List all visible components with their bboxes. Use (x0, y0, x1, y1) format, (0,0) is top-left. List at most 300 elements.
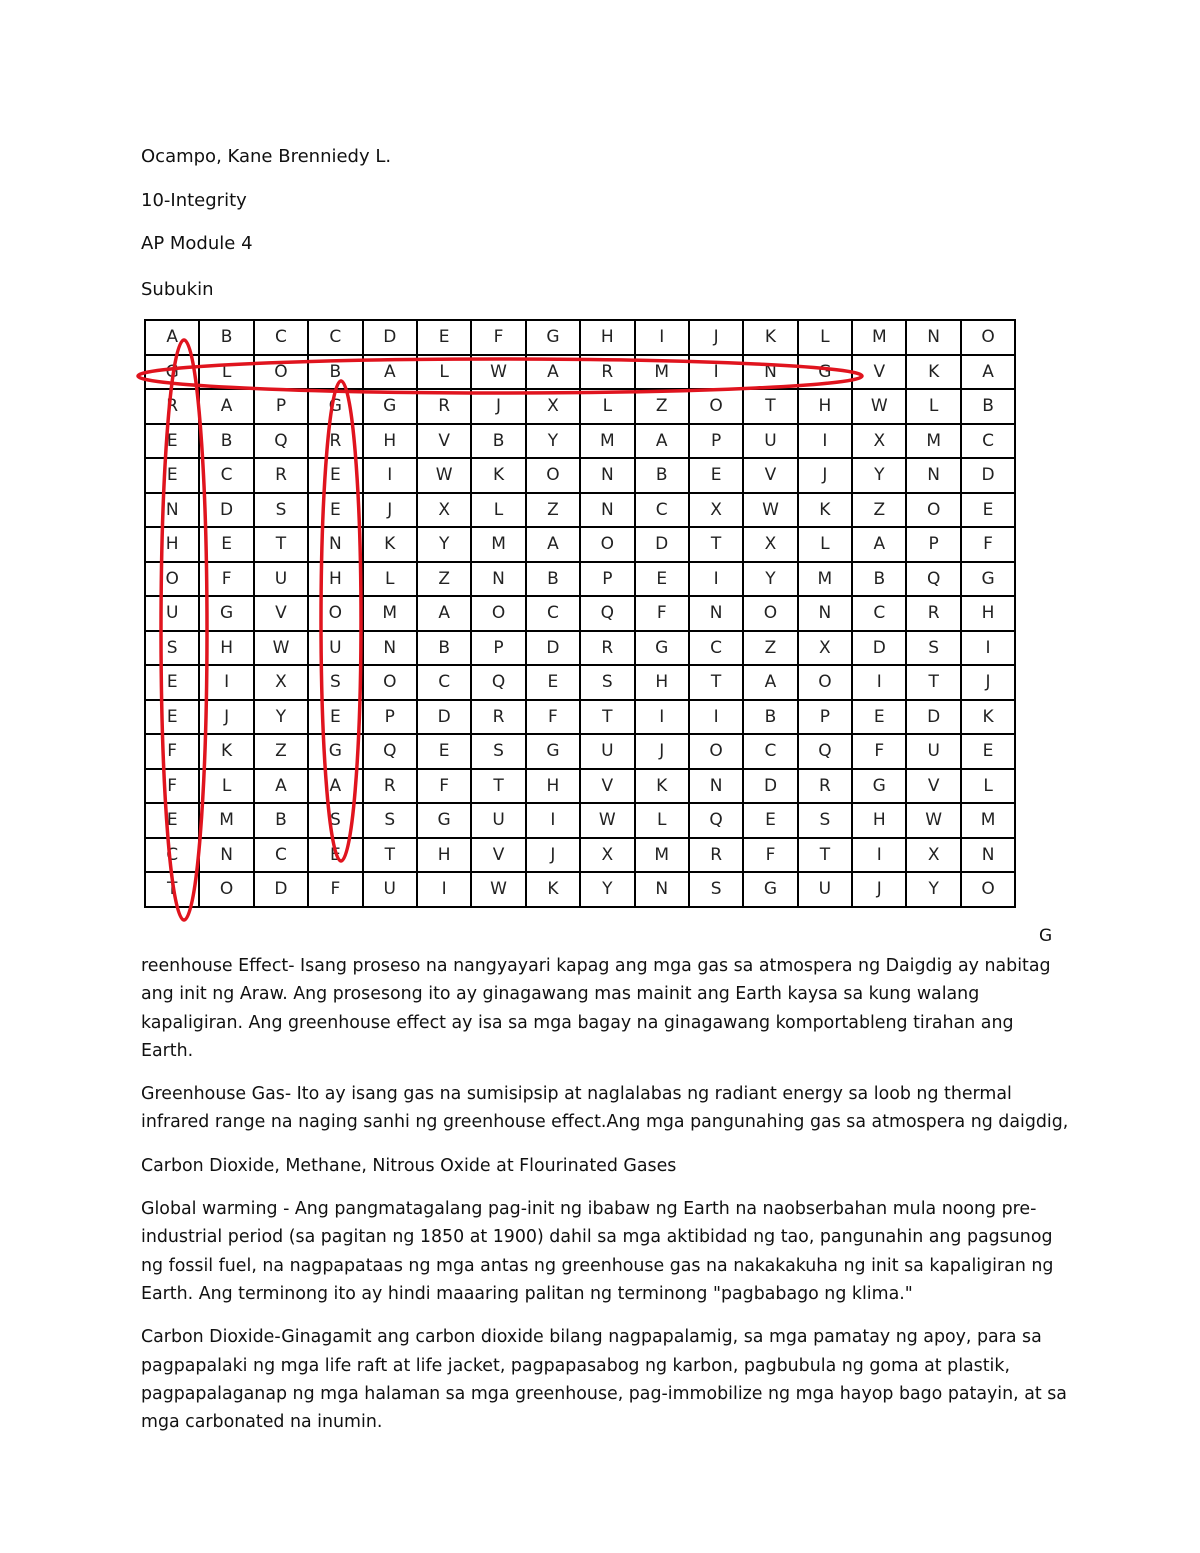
grid-cell: N (308, 527, 362, 562)
grid-cell: H (199, 631, 253, 666)
grid-cell: G (635, 631, 689, 666)
grid-row (145, 562, 1015, 597)
grid-cell: N (580, 458, 634, 493)
grid-cell: I (526, 803, 580, 838)
grid-cell: M (363, 596, 417, 631)
grid-cell: S (145, 631, 199, 666)
grid-cell: M (199, 803, 253, 838)
part-label: Subukin (141, 279, 214, 300)
grid-cell: N (743, 355, 797, 390)
grid-cell: B (743, 700, 797, 735)
grid-cell: L (798, 320, 852, 355)
grid-cell: I (363, 458, 417, 493)
grid-cell: I (689, 355, 743, 390)
grid-cell: L (798, 527, 852, 562)
grid-row (145, 527, 1015, 562)
grid-cell: S (580, 665, 634, 700)
grid-cell: I (199, 665, 253, 700)
grid-cell: N (906, 320, 960, 355)
grid-cell: J (635, 734, 689, 769)
grid-cell: O (798, 665, 852, 700)
grid-cell: E (308, 458, 362, 493)
grid-cell: Q (580, 596, 634, 631)
grid-cell: Q (689, 803, 743, 838)
grid-cell: Y (906, 872, 960, 907)
grid-cell: X (526, 389, 580, 424)
grid-cell: M (635, 355, 689, 390)
grid-cell: G (308, 389, 362, 424)
grid-cell: E (961, 493, 1015, 528)
grid-cell: E (199, 527, 253, 562)
grid-cell: R (417, 389, 471, 424)
grid-cell: H (852, 803, 906, 838)
grid-cell: O (308, 596, 362, 631)
grid-cell: E (961, 734, 1015, 769)
grid-cell: N (145, 493, 199, 528)
grid-cell: D (635, 527, 689, 562)
grid-cell: R (689, 838, 743, 873)
grid-cell: U (906, 734, 960, 769)
grid-cell: S (689, 872, 743, 907)
grid-cell: C (254, 838, 308, 873)
grid-cell: H (145, 527, 199, 562)
grid-cell: F (743, 838, 797, 873)
grid-cell: V (743, 458, 797, 493)
grid-cell: Z (417, 562, 471, 597)
grid-cell: R (254, 458, 308, 493)
grid-cell: C (635, 493, 689, 528)
section-label: 10-Integrity (141, 190, 247, 211)
grid-cell: M (852, 320, 906, 355)
grid-cell: L (471, 493, 525, 528)
grid-cell: W (580, 803, 634, 838)
grid-cell: J (852, 872, 906, 907)
grid-row (145, 769, 1015, 804)
grid-cell: G (526, 734, 580, 769)
grid-cell: K (798, 493, 852, 528)
grid-row (145, 355, 1015, 390)
grid-row (145, 458, 1015, 493)
grid-cell: H (417, 838, 471, 873)
grid-cell: V (254, 596, 308, 631)
grid-cell: F (471, 320, 525, 355)
grid-cell: E (635, 562, 689, 597)
grid-cell: F (308, 872, 362, 907)
grid-cell: E (145, 665, 199, 700)
grid-cell: L (635, 803, 689, 838)
grid-cell: N (363, 631, 417, 666)
grid-cell: U (363, 872, 417, 907)
grid-row (145, 320, 1015, 355)
grid-cell: Y (580, 872, 634, 907)
grid-cell: T (743, 389, 797, 424)
grid-cell: P (580, 562, 634, 597)
grid-cell: O (906, 493, 960, 528)
grid-cell: L (961, 769, 1015, 804)
grid-cell: O (471, 596, 525, 631)
grid-cell: X (417, 493, 471, 528)
grid-cell: H (798, 389, 852, 424)
grid-cell: O (689, 734, 743, 769)
grid-cell: P (471, 631, 525, 666)
grid-cell: A (199, 389, 253, 424)
grid-cell: S (906, 631, 960, 666)
grid-row (145, 389, 1015, 424)
grid-cell: C (961, 424, 1015, 459)
grid-cell: K (363, 527, 417, 562)
grid-cell: X (254, 665, 308, 700)
grid-cell: G (961, 562, 1015, 597)
grid-row (145, 424, 1015, 459)
grid-cell: R (471, 700, 525, 735)
grid-cell: M (635, 838, 689, 873)
grid-cell: T (689, 665, 743, 700)
grid-cell: W (417, 458, 471, 493)
grid-row (145, 493, 1015, 528)
grid-cell: N (906, 458, 960, 493)
grid-cell: Q (906, 562, 960, 597)
grid-cell: J (199, 700, 253, 735)
student-name: Ocampo, Kane Brenniedy L. (141, 146, 392, 167)
grid-cell: E (689, 458, 743, 493)
grid-cell: C (526, 596, 580, 631)
grid-cell: F (526, 700, 580, 735)
grid-cell: B (961, 389, 1015, 424)
grid-cell: O (254, 355, 308, 390)
grid-cell: R (580, 631, 634, 666)
grid-cell: A (145, 320, 199, 355)
grid-cell: I (689, 700, 743, 735)
grid-cell: A (635, 424, 689, 459)
grid-cell: G (308, 734, 362, 769)
grid-cell: U (308, 631, 362, 666)
grid-cell: C (308, 320, 362, 355)
grid-cell: X (798, 631, 852, 666)
grid-cell: X (906, 838, 960, 873)
grid-cell: I (635, 700, 689, 735)
grid-cell: I (689, 562, 743, 597)
grid-cell: L (199, 355, 253, 390)
grid-cell: N (580, 493, 634, 528)
grid-cell: D (526, 631, 580, 666)
grid-cell: O (689, 389, 743, 424)
grid-cell: W (254, 631, 308, 666)
grid-cell: P (363, 700, 417, 735)
answer-text (141, 952, 1071, 1451)
paragraph-carbon-dioxide: Carbon Dioxide-Ginagamit ang carbon dioxide bilang nagpapalamig, sa mga pamatay ng apoy, para sa pagpapalaki ng mga life raft at life jacket, pagpapasabog ng karbon, pagbubula ng goma at plastik, pagpapalaganap ng mga halaman sa mga greenhouse, pag-immobilize ng mga hayop bago patayin, at sa mga carbonated na inumin. (141, 1327, 1067, 1433)
grid-cell: S (363, 803, 417, 838)
grid-cell: I (852, 838, 906, 873)
grid-cell: F (961, 527, 1015, 562)
grid-cell: N (798, 596, 852, 631)
grid-cell: K (635, 769, 689, 804)
grid-cell: K (743, 320, 797, 355)
grid-cell: U (580, 734, 634, 769)
grid-cell: E (743, 803, 797, 838)
grid-cell: W (471, 872, 525, 907)
grid-row (145, 803, 1015, 838)
paragraph-greenhouse-effect: reenhouse Effect- Isang proseso na nangyayari kapag ang mga gas sa atmospera ng Daigdig ay nabitag ang init ng Araw. Ang prosesong ito ay ginagawang mas mainit ang Earth kaysa sa kung walang kapaligiran. Ang greenhouse effect ay isa sa mga bagay na ginagawang komportableng tirahan ang Earth. (141, 956, 1051, 1061)
grid-cell: D (363, 320, 417, 355)
grid-cell: M (961, 803, 1015, 838)
module-title: AP Module 4 (141, 233, 253, 254)
grid-cell: E (308, 838, 362, 873)
grid-cell: R (906, 596, 960, 631)
grid-cell: S (308, 803, 362, 838)
grid-cell: R (145, 389, 199, 424)
grid-cell: E (145, 700, 199, 735)
grid-cell: T (798, 838, 852, 873)
grid-row (145, 872, 1015, 907)
grid-cell: E (526, 665, 580, 700)
grid-cell: Z (526, 493, 580, 528)
grid-cell: C (689, 631, 743, 666)
grid-cell: O (961, 872, 1015, 907)
grid-cell: X (689, 493, 743, 528)
grid-cell: A (254, 769, 308, 804)
paragraph-greenhouse-gas: Greenhouse Gas- Ito ay isang gas na sumisipsip at naglalabas ng radiant energy sa loob ng thermal infrared range na naging sanhi ng greenhouse effect.Ang mga pangunahing gas sa atmospera ng daigdig, (141, 1084, 1069, 1133)
grid-cell: B (852, 562, 906, 597)
grid-cell: H (580, 320, 634, 355)
grid-cell: U (798, 872, 852, 907)
grid-cell: F (852, 734, 906, 769)
grid-cell: U (471, 803, 525, 838)
paragraph-gas-list: Carbon Dioxide, Methane, Nitrous Oxide at Flourinated Gases (141, 1155, 677, 1176)
grid-cell: U (743, 424, 797, 459)
grid-cell: K (199, 734, 253, 769)
grid-cell: C (852, 596, 906, 631)
grid-cell: T (906, 665, 960, 700)
grid-cell: W (906, 803, 960, 838)
grid-cell: K (906, 355, 960, 390)
grid-cell: M (798, 562, 852, 597)
grid-cell: K (526, 872, 580, 907)
grid-cell: C (199, 458, 253, 493)
grid-cell: D (906, 700, 960, 735)
grid-cell: Z (743, 631, 797, 666)
grid-cell: I (852, 665, 906, 700)
grid-cell: G (852, 769, 906, 804)
grid-cell: P (689, 424, 743, 459)
grid-cell: V (471, 838, 525, 873)
grid-cell: T (254, 527, 308, 562)
grid-cell: G (145, 355, 199, 390)
grid-cell: A (308, 769, 362, 804)
grid-cell: D (852, 631, 906, 666)
paragraph-global-warming: Global warming - Ang pangmatagalang pag-init ng ibabaw ng Earth na naobserbahan mula noong pre-industrial period (sa pagitan ng 1850 at 1900) dahil sa mga aktibidad ng tao, pangunahin ang pagsunog ng fossil fuel, na nagpapataas ng mga antas ng greenhouse gas na nakakakuha ng init sa kapaligiran ng Earth. Ang terminong ito ay hindi maaaring palitan ng terminong "pagbabago ng klima." (141, 1199, 1054, 1304)
word-search-puzzle (144, 319, 1016, 908)
grid-row (145, 838, 1015, 873)
grid-cell: A (743, 665, 797, 700)
grid-cell: Q (798, 734, 852, 769)
grid-cell: S (471, 734, 525, 769)
grid-cell: D (254, 872, 308, 907)
grid-cell: Q (471, 665, 525, 700)
grid-cell: G (798, 355, 852, 390)
grid-cell: B (635, 458, 689, 493)
grid-cell: F (145, 769, 199, 804)
grid-cell: I (417, 872, 471, 907)
grid-cell: L (906, 389, 960, 424)
grid-cell: G (363, 389, 417, 424)
grid-cell: A (961, 355, 1015, 390)
grid-cell: K (961, 700, 1015, 735)
grid-cell: S (308, 665, 362, 700)
grid-cell: M (471, 527, 525, 562)
grid-cell: S (254, 493, 308, 528)
grid-cell: P (906, 527, 960, 562)
grid-cell: J (526, 838, 580, 873)
grid-cell: Z (635, 389, 689, 424)
grid-cell: X (580, 838, 634, 873)
grid-cell: N (961, 838, 1015, 873)
grid-cell: O (199, 872, 253, 907)
grid-cell: A (526, 355, 580, 390)
grid-cell: V (417, 424, 471, 459)
grid-cell: Y (743, 562, 797, 597)
grid-cell: T (145, 872, 199, 907)
grid-cell: O (145, 562, 199, 597)
grid-cell: R (798, 769, 852, 804)
grid-cell: L (363, 562, 417, 597)
grid-cell: H (526, 769, 580, 804)
grid-cell: Q (254, 424, 308, 459)
grid-cell: Q (363, 734, 417, 769)
grid-cell: V (852, 355, 906, 390)
grid-cell: A (852, 527, 906, 562)
grid-cell: A (363, 355, 417, 390)
grid-cell: E (417, 734, 471, 769)
grid-cell: J (961, 665, 1015, 700)
grid-cell: Y (526, 424, 580, 459)
grid-cell: Z (254, 734, 308, 769)
grid-cell: G (417, 803, 471, 838)
grid-cell: P (798, 700, 852, 735)
grid-cell: R (580, 355, 634, 390)
grid-cell: E (308, 700, 362, 735)
grid-cell: D (417, 700, 471, 735)
grid-cell: N (199, 838, 253, 873)
grid-cell: B (471, 424, 525, 459)
grid-cell: L (199, 769, 253, 804)
grid-cell: C (254, 320, 308, 355)
grid-cell: E (417, 320, 471, 355)
grid-row (145, 631, 1015, 666)
grid-row (145, 665, 1015, 700)
grid-cell: B (254, 803, 308, 838)
grid-cell: I (798, 424, 852, 459)
grid-cell: N (471, 562, 525, 597)
grid-cell: J (471, 389, 525, 424)
grid-cell: W (852, 389, 906, 424)
grid-cell: E (145, 803, 199, 838)
grid-cell: X (852, 424, 906, 459)
grid-cell: B (308, 355, 362, 390)
grid-cell: Y (852, 458, 906, 493)
grid-cell: O (961, 320, 1015, 355)
grid-cell: I (961, 631, 1015, 666)
grid-cell: K (471, 458, 525, 493)
grid-cell: Y (254, 700, 308, 735)
grid-cell: T (689, 527, 743, 562)
grid-row (145, 734, 1015, 769)
grid-cell: M (906, 424, 960, 459)
grid-cell: F (199, 562, 253, 597)
grid-cell: H (635, 665, 689, 700)
grid-cell: S (798, 803, 852, 838)
grid-cell: V (906, 769, 960, 804)
grid-cell: E (145, 424, 199, 459)
grid-cell: F (145, 734, 199, 769)
grid-row (145, 700, 1015, 735)
grid-cell: B (417, 631, 471, 666)
grid-cell: G (526, 320, 580, 355)
grid-cell: B (199, 424, 253, 459)
grid-cell: X (743, 527, 797, 562)
grid-cell: O (580, 527, 634, 562)
grid-cell: D (199, 493, 253, 528)
grid-cell: M (580, 424, 634, 459)
grid-cell: D (743, 769, 797, 804)
grid-cell: J (689, 320, 743, 355)
grid-cell: L (580, 389, 634, 424)
grid-cell: N (635, 872, 689, 907)
grid-cell: O (743, 596, 797, 631)
grid-cell: J (798, 458, 852, 493)
grid-cell: W (471, 355, 525, 390)
grid-cell: Y (417, 527, 471, 562)
grid-cell: T (363, 838, 417, 873)
grid-cell: W (743, 493, 797, 528)
grid-cell: A (526, 527, 580, 562)
grid-cell: E (308, 493, 362, 528)
grid-cell: G (743, 872, 797, 907)
grid-cell: T (580, 700, 634, 735)
stray-letter: G (1039, 926, 1053, 946)
grid-cell: C (743, 734, 797, 769)
grid-cell: L (417, 355, 471, 390)
grid-cell: H (363, 424, 417, 459)
grid-cell: V (580, 769, 634, 804)
grid-cell: N (689, 596, 743, 631)
grid-cell: D (961, 458, 1015, 493)
grid-cell: E (852, 700, 906, 735)
grid-cell: U (254, 562, 308, 597)
grid-row (145, 596, 1015, 631)
grid-cell: C (417, 665, 471, 700)
grid-cell: U (145, 596, 199, 631)
grid-cell: H (961, 596, 1015, 631)
grid-cell: I (635, 320, 689, 355)
grid-cell: A (417, 596, 471, 631)
grid-cell: Z (852, 493, 906, 528)
grid-cell: T (471, 769, 525, 804)
grid-cell: H (308, 562, 362, 597)
word-search-grid (144, 319, 1016, 908)
grid-cell: R (308, 424, 362, 459)
grid-cell: F (635, 596, 689, 631)
grid-cell: O (526, 458, 580, 493)
grid-cell: B (526, 562, 580, 597)
grid-cell: B (199, 320, 253, 355)
grid-cell: R (363, 769, 417, 804)
grid-cell: N (689, 769, 743, 804)
grid-cell: E (145, 458, 199, 493)
grid-cell: P (254, 389, 308, 424)
grid-cell: J (363, 493, 417, 528)
grid-cell: C (145, 838, 199, 873)
grid-cell: G (199, 596, 253, 631)
